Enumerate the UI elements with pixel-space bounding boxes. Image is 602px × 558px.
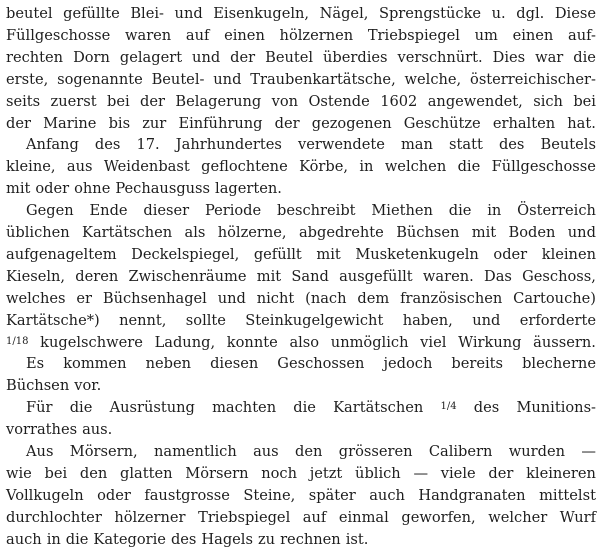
word: Büchsen [6, 377, 70, 395]
word: kleineren [526, 464, 596, 482]
word: geflochtene [201, 158, 288, 176]
word: Beutel- [151, 70, 205, 88]
word: dgl. [516, 5, 545, 22]
word: mittelst [539, 486, 596, 504]
word: des [170, 530, 197, 548]
word: diesen [210, 355, 259, 373]
word: rechnen [280, 530, 341, 548]
word: von [271, 92, 299, 110]
word: in [359, 158, 374, 176]
word: Sand [291, 267, 329, 285]
text-line [6, 26, 596, 46]
word: gefüllte [63, 5, 120, 22]
word: waren [125, 26, 172, 44]
word: Wurf [559, 508, 596, 526]
word: glatten [120, 464, 173, 482]
text-line [6, 354, 596, 374]
text-line [6, 201, 596, 221]
word: Ausrüstung [109, 399, 195, 417]
word: Jahrhundertes [175, 136, 282, 154]
word: Weidenbast [103, 158, 190, 176]
word: gezogenen [311, 114, 392, 132]
word: Büchsen [396, 224, 460, 241]
text-line [6, 179, 596, 199]
word: viele [440, 464, 476, 482]
word: Triebspiegel [198, 508, 291, 526]
word: also [289, 333, 320, 351]
text-line [6, 398, 596, 418]
word: jetzt [309, 464, 343, 482]
word: gelagert [119, 48, 183, 66]
word: seits [6, 92, 41, 110]
word: — [413, 464, 429, 482]
word: die [65, 530, 89, 548]
word: blecherne [522, 355, 596, 373]
word: u. [491, 5, 506, 22]
word: Zwischenräume [128, 267, 247, 285]
word: Körbe, [299, 158, 348, 176]
word: er [76, 289, 92, 307]
word: 1/18 [6, 335, 29, 347]
word: neben [145, 355, 192, 373]
word: oder [97, 486, 131, 504]
word: ohne [74, 180, 111, 198]
word: zu [257, 530, 276, 548]
word: deren [75, 267, 119, 285]
word: Ladung, [154, 333, 216, 351]
word: auf [302, 508, 327, 526]
text-line [6, 289, 596, 309]
word: jedoch [383, 355, 433, 373]
word: ausgefüllt [339, 267, 413, 285]
word: der [274, 114, 300, 132]
word: rechten [6, 48, 64, 66]
word: nicht [256, 289, 295, 307]
word: und [567, 224, 596, 241]
word: Füllgeschosse [6, 26, 111, 44]
word: hat. [567, 114, 596, 132]
word: Handgranaten [418, 486, 526, 504]
word: gefüllt [253, 245, 302, 263]
word: Aus [26, 443, 54, 460]
word: nennt, [119, 311, 167, 329]
word: welches [6, 289, 66, 307]
word: Eisenkugeln, [213, 5, 310, 22]
word: und [174, 5, 203, 22]
word: angewendet, [427, 92, 523, 110]
word: man [400, 136, 433, 154]
word: des [498, 136, 525, 154]
word: Einführung [178, 114, 263, 132]
word: und [192, 48, 221, 66]
word: zuerst [50, 92, 97, 110]
word: Nägel, [319, 5, 369, 22]
text-line [6, 223, 596, 243]
word: auch [369, 486, 405, 504]
word: äussern. [533, 333, 596, 351]
word: war [535, 48, 564, 66]
word: aus [66, 158, 93, 176]
word: unmöglich [330, 333, 409, 351]
text-line [6, 245, 596, 265]
word: oder [35, 180, 70, 198]
text-line [6, 442, 596, 462]
word: abgedrehte [298, 224, 384, 241]
word: Steine, [243, 486, 296, 504]
text-line [6, 508, 596, 528]
word: Geschütze [403, 114, 481, 132]
word: verwendete [297, 136, 385, 154]
word: kleinen [541, 245, 596, 263]
text-line [6, 311, 596, 331]
word: 1602 [380, 92, 418, 110]
word: Miethen [371, 202, 433, 220]
word: der [140, 92, 166, 110]
word: Blei- [130, 5, 164, 22]
word: der [488, 464, 514, 482]
word: mit [6, 180, 31, 198]
word: auf- [568, 26, 596, 44]
word: Kartätschen [333, 399, 424, 417]
word: grösseren [338, 443, 413, 460]
word: Füllgeschosse [491, 158, 596, 176]
word: hölzernen [279, 26, 354, 44]
word: in [487, 202, 502, 220]
word: aufgenageltem [6, 245, 117, 263]
word: beschreibt [277, 202, 356, 220]
word: Musketenkugeln [355, 245, 479, 263]
word: Dies [492, 48, 526, 66]
word: Kieseln, [6, 267, 66, 285]
text-line [6, 92, 596, 112]
word: den [79, 464, 108, 482]
word: Gegen [26, 202, 74, 220]
word: welchen [384, 158, 447, 176]
word: Periode [204, 202, 262, 220]
word: Vollkugeln [6, 486, 84, 504]
word: Deckelspiegel, [131, 245, 240, 263]
word: erhalten [492, 114, 556, 132]
word: Österreich [517, 202, 596, 220]
word: kommen [63, 355, 127, 373]
text-line [6, 48, 596, 68]
word: — [581, 443, 596, 460]
word: Traubenkartätsche, [250, 70, 396, 88]
text-line [6, 114, 596, 134]
word: welche, [404, 70, 462, 88]
word: statt [449, 136, 483, 154]
word: Ende [89, 202, 128, 220]
word: waren. [422, 267, 474, 285]
word: machten [212, 399, 277, 417]
word: Mörsern [185, 464, 249, 482]
word: Hagels [201, 530, 253, 548]
word: oder [493, 245, 528, 263]
word: sogenannte [57, 70, 143, 88]
word: den [295, 443, 323, 460]
word: auf [185, 26, 210, 44]
word: Geschossen [277, 355, 365, 373]
word: erforderte [519, 311, 596, 329]
word: Triebspiegel [367, 26, 460, 44]
word: mit [471, 224, 497, 241]
word: und [213, 70, 242, 88]
word: vor. [74, 377, 102, 395]
word: Mörsern, [69, 443, 138, 460]
word: und [217, 289, 246, 307]
word: hölzerne, [217, 224, 287, 241]
text-line [6, 464, 596, 484]
word: 17. [136, 136, 160, 154]
word: der [230, 48, 256, 66]
word: die [573, 48, 596, 66]
word: einmal [338, 508, 389, 526]
word: Diese [554, 5, 596, 22]
text-line [6, 70, 596, 90]
word: dem [357, 289, 390, 307]
word: Für [26, 399, 53, 417]
word: geworfen, [401, 508, 476, 526]
word: sollte [185, 311, 226, 329]
word: einen [224, 26, 265, 44]
text-line [6, 376, 596, 396]
text-line [6, 267, 596, 287]
word: dieser [143, 202, 190, 220]
word: aus. [82, 421, 113, 439]
word: Belagerung [175, 92, 262, 110]
text-line [6, 135, 596, 155]
text-line [6, 4, 596, 24]
word: vorrathes [6, 421, 78, 439]
word: bei [44, 464, 68, 482]
word: zur [142, 114, 167, 132]
word: bei [107, 92, 130, 110]
text-line [6, 486, 596, 506]
word: des [473, 399, 500, 417]
word: erste, [6, 70, 49, 88]
word: auch [6, 530, 42, 548]
word: einen [512, 26, 554, 44]
word: sich [533, 92, 563, 110]
word: Steinkugelgewicht [245, 311, 384, 329]
word: haben, [402, 311, 453, 329]
word: beutel [6, 5, 53, 22]
text-line [6, 530, 596, 550]
word: Kartätschen [82, 224, 173, 241]
word: Es [26, 355, 45, 373]
word: die [457, 158, 481, 176]
word: der [6, 114, 31, 132]
word: 1/4 [440, 401, 457, 413]
word: später [308, 486, 356, 504]
word: Calibern [428, 443, 493, 460]
text-line [6, 157, 596, 177]
word: Geschoss, [522, 267, 596, 285]
word: faustgrosse [144, 486, 230, 504]
text-line [6, 333, 596, 353]
word: Sprengstücke [378, 5, 482, 22]
word: kleine, [6, 158, 56, 176]
word: Ostende [308, 92, 370, 110]
word: Kartätsche*) [6, 311, 100, 329]
word: um [474, 26, 498, 44]
word: Das [484, 267, 512, 285]
word: französischen [400, 289, 503, 307]
word: Wirkung [458, 333, 522, 351]
word: kugelschwere [40, 333, 143, 351]
word: Anfang [26, 136, 79, 154]
document-page [6, 4, 596, 554]
word: Cartouche) [513, 289, 596, 307]
word: üblichen [6, 224, 70, 241]
word: verschnürt. [397, 48, 483, 66]
word: österreichischer- [470, 70, 596, 88]
word: Pechausguss [115, 180, 211, 198]
word: wie [6, 464, 32, 482]
word: aus [253, 443, 279, 460]
word: die [69, 399, 93, 417]
word: die [448, 202, 472, 220]
word: lagerten. [215, 180, 282, 198]
word: mit [256, 267, 282, 285]
word: Marine [43, 114, 97, 132]
word: durchlochter [6, 508, 102, 526]
word: bereits [451, 355, 504, 373]
word: noch [261, 464, 297, 482]
word: des [94, 136, 121, 154]
word: Munitions- [516, 399, 596, 417]
word: Beutel [265, 48, 314, 66]
word: bis [108, 114, 131, 132]
word: viel [420, 333, 447, 351]
word: Büchsenhagel [102, 289, 207, 307]
text-line [6, 420, 596, 440]
word: überdies [323, 48, 388, 66]
word: Kategorie [93, 530, 166, 548]
word: Beutels [540, 136, 596, 154]
word: namentlich [153, 443, 237, 460]
word: in [46, 530, 61, 548]
word: als [184, 224, 206, 241]
word: mit [316, 245, 341, 263]
word: und [472, 311, 501, 329]
word: bei [573, 92, 596, 110]
word: konnte [226, 333, 278, 351]
word: üblich [355, 464, 401, 482]
word: Dorn [73, 48, 110, 66]
word: wurden [508, 443, 565, 460]
word: Boden [508, 224, 556, 241]
word: ist. [345, 530, 369, 548]
word: welcher [488, 508, 548, 526]
word: (nach [305, 289, 347, 307]
word: hölzerner [114, 508, 186, 526]
word: die [293, 399, 316, 417]
